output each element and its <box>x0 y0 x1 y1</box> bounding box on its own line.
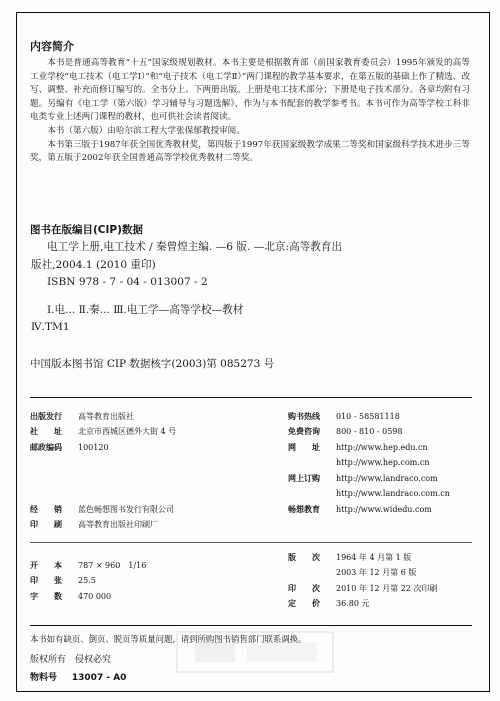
contact-label: 网 址 <box>288 442 320 452</box>
spec-row <box>30 589 146 605</box>
frame-left <box>16 12 17 692</box>
spec-value: 470 000 <box>78 591 112 601</box>
contact-row <box>288 471 450 487</box>
contact-row <box>288 409 450 425</box>
cip-line: 版社,2004.1 (2010 重印) <box>31 258 156 271</box>
spec-label: 印 次 <box>288 583 320 593</box>
publisher-row <box>30 409 176 425</box>
spec-label: 开 本 <box>30 560 62 570</box>
item-number-value: 13007 - A0 <box>71 673 127 683</box>
spec-row <box>288 581 437 597</box>
spec-row <box>288 566 437 582</box>
website-link[interactable]: http://www.widedu.com <box>336 504 432 514</box>
website-link[interactable]: http://www.landraco.com <box>336 473 438 483</box>
item-number-label: 物料号 <box>30 673 58 683</box>
spec-value: 1964 年 4 月第 1 版 <box>336 552 412 562</box>
contact-row <box>288 440 450 456</box>
spec-row <box>288 550 437 566</box>
print-value: 高等教育出版社印刷厂 <box>78 520 158 530</box>
cip-heading: 图书在版编目(CIP)数据 <box>30 224 143 236</box>
cip-line: 电工学上册,电工技术 / 秦曾煌主编. —6 版. —北京:高等教育出 <box>47 241 343 253</box>
summary-paragraph: 本书（第六版）由哈尔滨工程大学张保郁教授审阅。 <box>47 125 245 136</box>
contact-label: 畅想教育 <box>288 504 320 514</box>
print-info-left <box>30 502 174 533</box>
summary-paragraph: 本书是普通高等教育“十五”国家级规划教材。本书主要是根据教育部（前国家教育委员会）1995年颁发的高等工业学校“电工技术（电工学Ⅰ）”和“电子技术（电工学Ⅱ）”两门课程的教学基本要求，在第五版的基础上作了精选、改写、调整、补充而修订编写的。全书分上、下两册出版。上册是电工技术部分；下册是电子技术部分。各章均附有习题。另编有《电工学（第六版）学习辅导与习题选解》，作为与本书配套的教学参考书。本书可作为高等学校工科非电类专业上述两门课程的教材，也可供社会读者阅读。 <box>30 58 470 123</box>
contact-label: 网上订购 <box>288 473 320 483</box>
contact-label: 购书热线 <box>288 411 320 421</box>
cip-line: Ⅳ.TM1 <box>31 321 70 333</box>
website-link[interactable]: http://www.hep.edu.cn <box>336 442 428 452</box>
summary-body <box>30 57 470 166</box>
publisher-info-right <box>288 409 450 518</box>
publisher-logo-watermark <box>175 628 335 686</box>
website-link[interactable]: http://www.landraco.com.cn <box>336 489 450 499</box>
cip-body <box>31 239 477 337</box>
print-value: 蓝色畅想图书发行有限公司 <box>78 504 174 514</box>
spec-label: 字 数 <box>30 591 62 601</box>
specs-divider <box>30 542 472 543</box>
spec-value: 787 × 960 1/16 <box>78 560 147 570</box>
contact-label: 免费咨询 <box>288 427 320 437</box>
cip-record-number: 中国版本图书馆 CIP 数据核字(2003)第 085273 号 <box>30 358 275 370</box>
spec-value: 2003 年 12 月第 6 版 <box>336 568 417 578</box>
spec-row <box>30 574 146 590</box>
frame-bottom <box>16 691 490 692</box>
publisher-info-left <box>30 409 176 456</box>
spec-value: 36.80 元 <box>336 599 370 609</box>
publisher-label: 社 址 <box>30 427 62 437</box>
publisher-row <box>30 440 176 456</box>
spec-row <box>30 558 146 574</box>
frame-top <box>16 12 490 13</box>
publisher-value: 高等教育出版社 <box>78 411 134 421</box>
print-row <box>30 518 174 534</box>
spec-value: 2010 年 12 月第 22 次印刷 <box>336 583 438 593</box>
spec-row <box>288 597 437 613</box>
print-row <box>30 502 174 518</box>
summary-paragraph: 本书第三版于1987年获全国优秀教材奖，第四版于1997年获国家级教学成果二等奖和国家级科学技术进步三等奖，第五版于2002年获全国普通高等学校优秀教材二等奖。 <box>30 139 470 164</box>
print-label: 经 销 <box>30 504 62 514</box>
frame-right <box>489 12 490 692</box>
spec-label: 版 次 <box>288 552 320 562</box>
item-number <box>30 670 126 683</box>
spec-label: 定 价 <box>288 599 320 609</box>
section-divider <box>30 397 472 398</box>
website-link[interactable]: http://www.hep.com.cn <box>336 458 430 468</box>
contact-row <box>288 487 450 503</box>
contact-row <box>288 502 450 518</box>
specs-right <box>288 550 437 612</box>
publisher-label: 出版发行 <box>30 411 62 421</box>
publisher-value: 北京市西城区德外大街 4 号 <box>78 427 177 437</box>
cip-line: Ⅰ.电... Ⅱ.秦... Ⅲ.电工学—高等学校—教材 <box>47 303 244 316</box>
logo-watermark-icon <box>175 628 335 678</box>
summary-title: 内容简介 <box>30 40 74 53</box>
contact-value: 010 - 58581118 <box>336 411 400 421</box>
print-label: 印 刷 <box>30 520 62 530</box>
contact-row <box>288 456 450 472</box>
specs-left <box>30 558 146 605</box>
publisher-label: 邮政编码 <box>30 442 62 452</box>
cip-isbn: ISBN 978 - 7 - 04 - 013007 - 2 <box>47 276 208 288</box>
spec-label: 印 张 <box>30 576 62 586</box>
publisher-value: 100120 <box>78 442 109 452</box>
contact-value: 800 - 810 - 0598 <box>336 427 403 437</box>
publisher-row <box>30 425 176 441</box>
rights-notice: 版权所有 侵权必究 <box>30 655 112 665</box>
footer-divider <box>30 625 472 626</box>
quality-notice: 本书如有缺页、倒页、脱页等质量问题，请到所购图书销售部门联系调换。 <box>30 634 307 644</box>
spec-value: 25.5 <box>78 576 96 586</box>
contact-row <box>288 425 450 441</box>
